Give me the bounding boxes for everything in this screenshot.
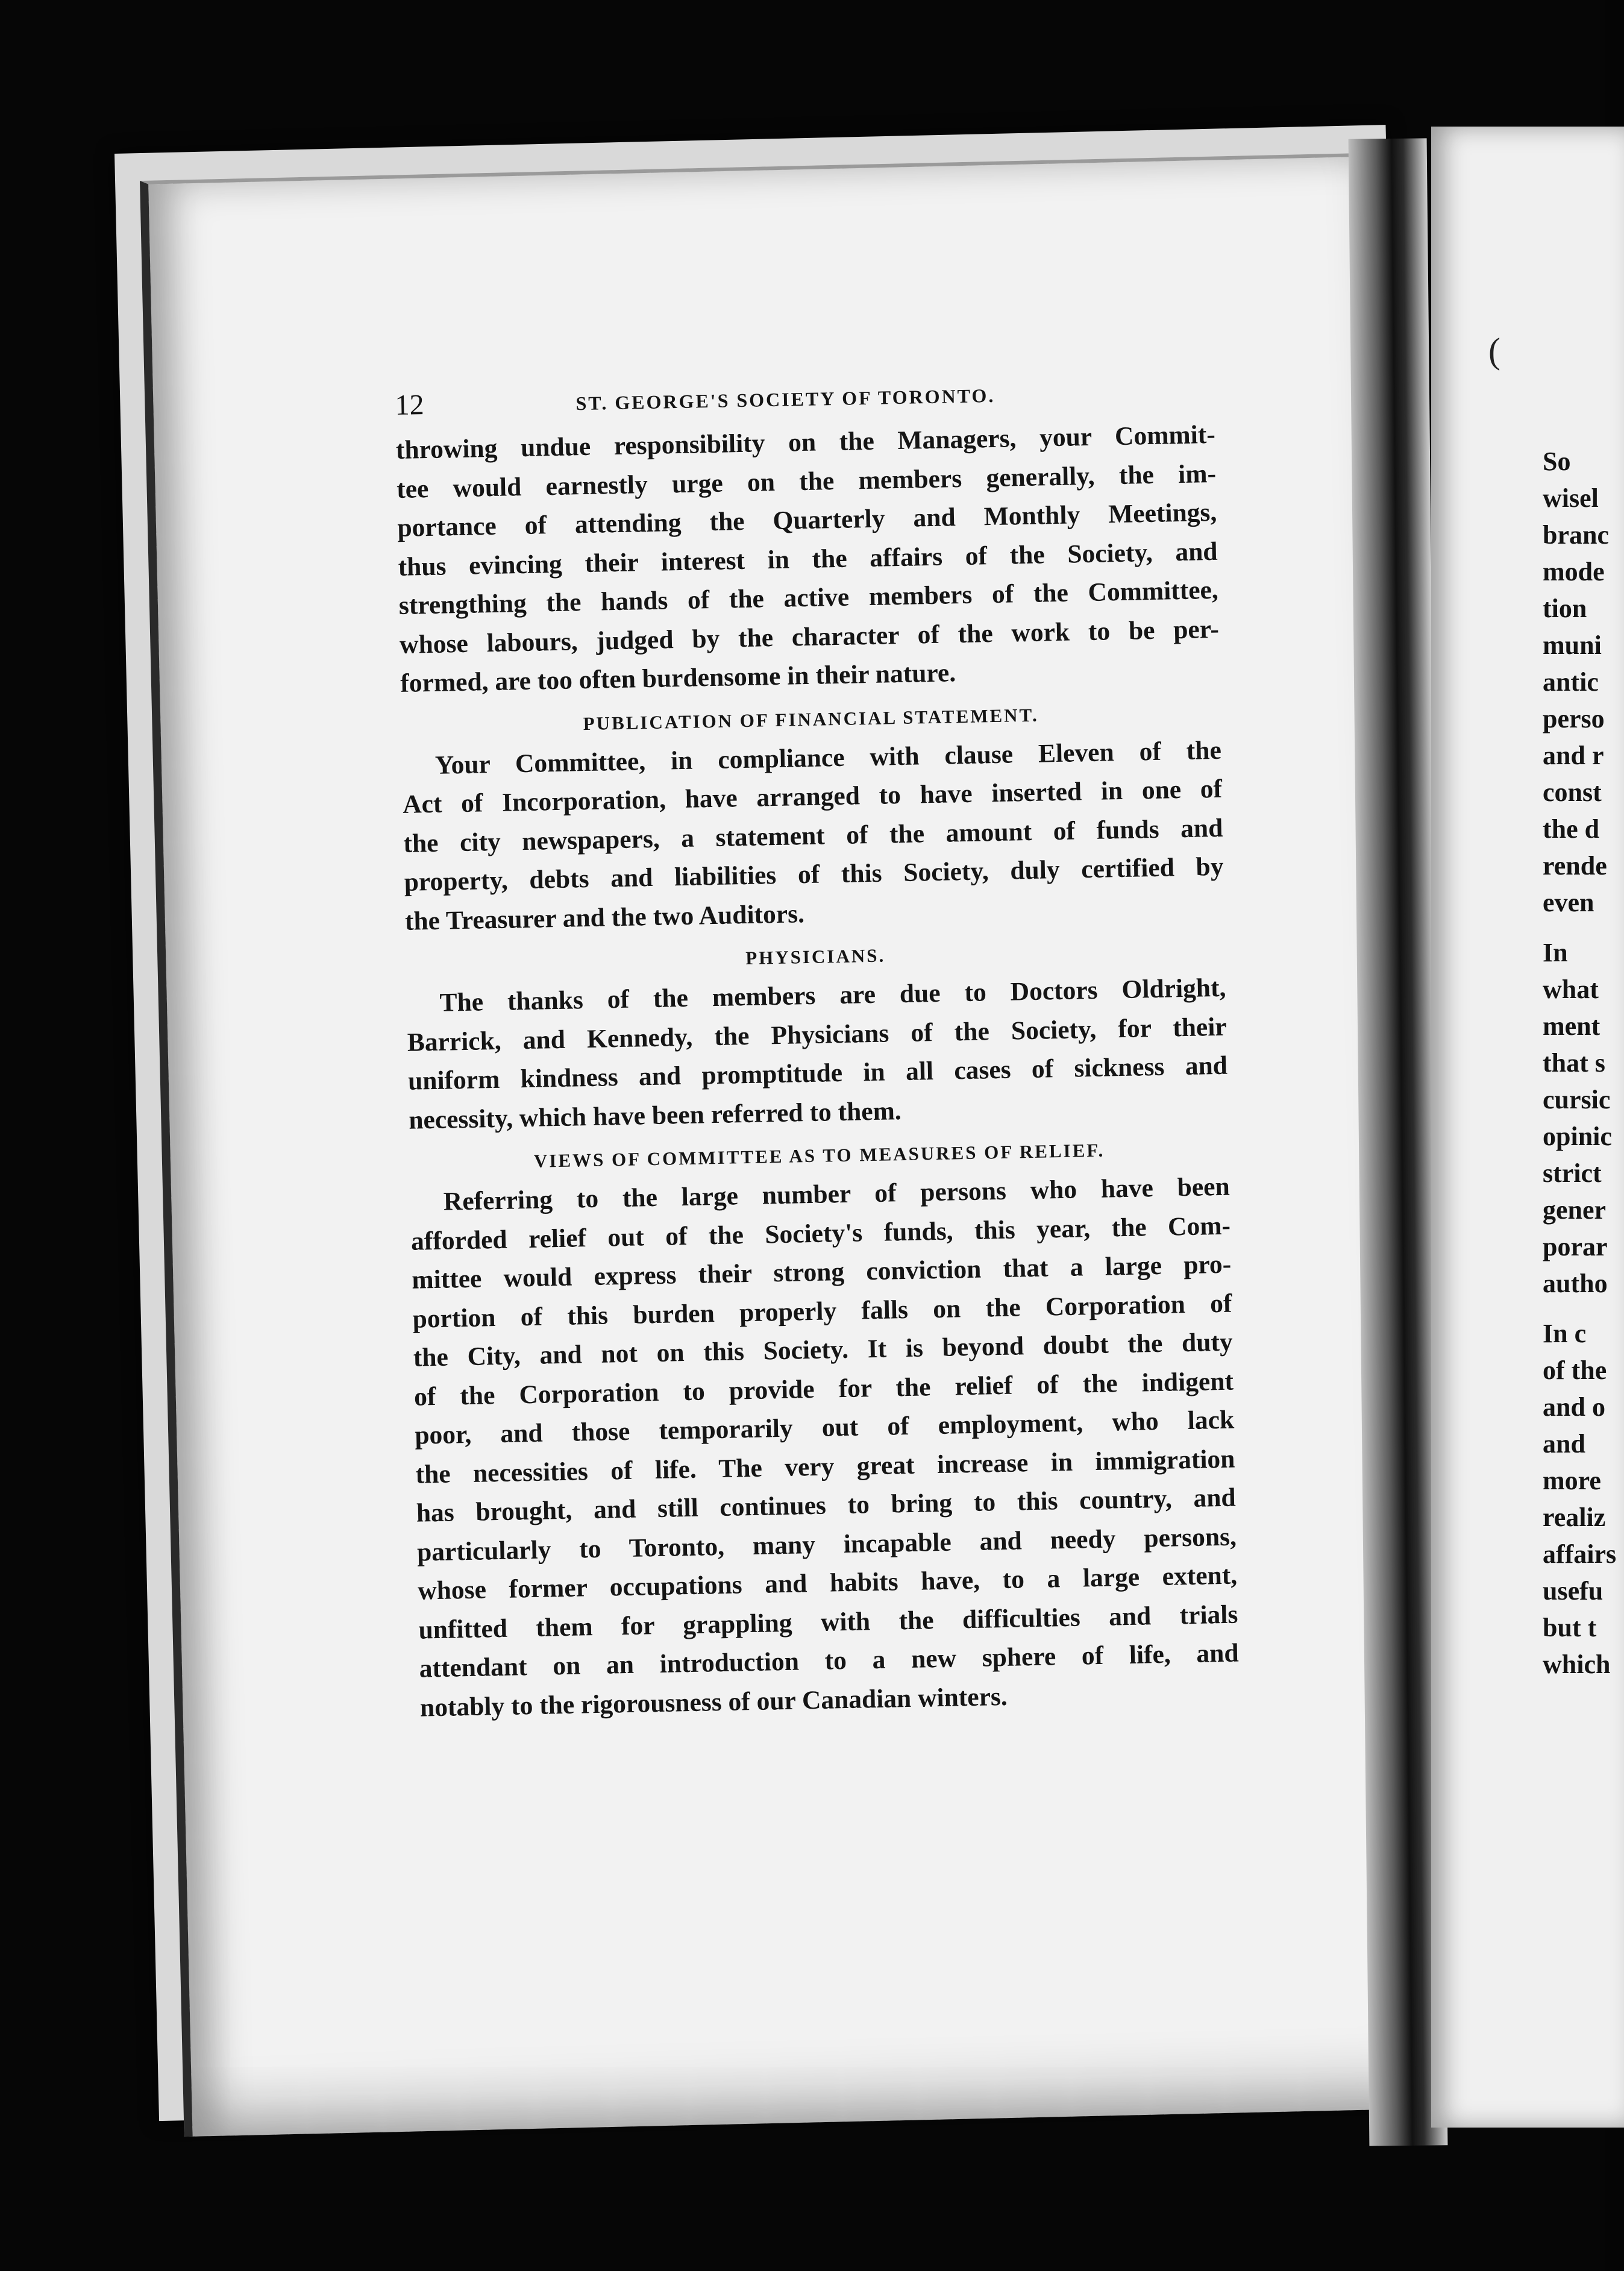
right-page-line: of the (1543, 1355, 1607, 1385)
right-page-line: strict (1543, 1158, 1602, 1188)
right-page-line (1543, 1302, 1615, 1315)
text-line: strengthing the hands of the active members of the Committee, (398, 575, 1219, 620)
right-page-line: In c (1543, 1319, 1587, 1348)
text-line: the City, and not on this Society. It is beyond doubt the duty (413, 1327, 1234, 1372)
text-line: afforded relief out of the Society's funds, this year, the Com- (410, 1211, 1231, 1256)
text-line: throwing undue responsibility on the Managers, your Commit- (395, 419, 1216, 465)
opening-paragraph (395, 415, 1220, 703)
text-line: portance of attending the Quarterly and Monthly Meetings, (397, 497, 1217, 542)
right-page-line: perso (1543, 704, 1605, 733)
text-line: The thanks of the members are due to Doctors Oldright, (439, 973, 1226, 1017)
text-line: poor, and those temporarily out of employment, who lack (414, 1405, 1235, 1450)
sections (401, 700, 1240, 1727)
text-line: necessity, which have been referred to them. (408, 1096, 902, 1135)
right-page-line: and r (1543, 741, 1604, 770)
right-page-line: and o (1543, 1392, 1605, 1422)
right-page-line: that s (1543, 1048, 1605, 1078)
right-page-line: which (1543, 1650, 1611, 1679)
right-page-line: mode (1543, 557, 1605, 586)
text-line: Act of Incorporation, have arranged to have inserted in one of (402, 774, 1223, 819)
running-title: ST. GEORGE'S SOCIETY OF TORONTO. (575, 384, 995, 415)
text-line: Referring to the large number of persons who have been (443, 1172, 1231, 1216)
right-page-line: porar (1543, 1232, 1608, 1261)
text-line: of the Corporation to provide for the relief of the indigent (413, 1366, 1234, 1412)
right-page-line: const (1543, 777, 1602, 807)
right-page-line: what (1543, 975, 1599, 1004)
right-page-line: So (1543, 447, 1571, 476)
text-line: the city newspapers, a statement of the amount of funds and (403, 813, 1223, 858)
right-page-line: muni (1543, 630, 1602, 660)
right-page-line: realiz (1543, 1503, 1606, 1532)
right-page-line: and (1543, 1429, 1585, 1459)
text-line: Your Committee, in compliance with clause Eleven of the (434, 735, 1222, 780)
right-page-line: tion (1543, 594, 1587, 623)
text-line: notably to the rigorousness of our Canadian winters. (419, 1682, 1008, 1723)
text-line: portion of this burden properly falls on the Corporation of (412, 1289, 1232, 1334)
text-line: attendant on an introduction to a new sphere of life, and (419, 1638, 1239, 1683)
right-page-line: affairs (1543, 1539, 1617, 1569)
text-line: Barrick, and Kennedy, the Physicians of the Society, for their (407, 1012, 1227, 1057)
right-page-line: gener (1543, 1195, 1607, 1225)
text-line: tee would earnestly urge on the members generally, the im- (396, 459, 1217, 504)
section-paragraph (406, 969, 1229, 1140)
text-line: uniform kindness and promptitude in all cases of sickness and (407, 1051, 1228, 1096)
right-page-line (1543, 921, 1615, 934)
right-page-line: autho (1543, 1269, 1608, 1298)
right-page-line: branc (1543, 520, 1609, 550)
text-line: particularly to Toronto, many incapable and needy persons, (416, 1522, 1237, 1567)
right-page-line: but t (1543, 1613, 1597, 1642)
section-paragraph (401, 730, 1224, 941)
right-page-line: usefu (1543, 1576, 1604, 1606)
right-page-line: wisel (1543, 483, 1599, 513)
right-page-line: ment (1543, 1011, 1600, 1041)
right-page-line: In (1543, 938, 1568, 967)
section-heading: PUBLICATION OF FINANCIAL STATEMENT. (583, 704, 1039, 734)
right-page-line: rende (1543, 851, 1607, 881)
page-number: 12 (395, 389, 425, 421)
section-heading: VIEWS OF COMMITTEE AS TO MEASURES OF RELIEF. (533, 1139, 1105, 1172)
section-heading: PHYSICIANS. (745, 944, 886, 969)
text-line: formed, are too often burdensome in their nature. (400, 658, 956, 698)
text-line: the Treasurer and the two Auditors. (404, 899, 805, 936)
text-line: mittee would express their strong conviction that a large pro- (411, 1249, 1232, 1295)
right-page-line: even (1543, 888, 1594, 917)
text-line: the necessities of life. The very great increase in immigration (415, 1444, 1235, 1489)
left-page-text (395, 373, 1240, 1727)
right-page-line: opinic (1543, 1122, 1612, 1151)
right-page-line: antic (1543, 667, 1599, 697)
text-line: whose labours, judged by the character of the work to be per- (399, 614, 1220, 659)
section-paragraph (410, 1167, 1240, 1727)
text-line: thus evincing their interest in the affairs of the Society, and (398, 536, 1218, 582)
text-line: property, debts and liabilities of this Society, duly certified by (404, 852, 1224, 897)
right-page-text (1543, 443, 1615, 1683)
right-page-line: cursic (1543, 1085, 1611, 1114)
text-line: whose former occupations and habits have, to a large extent, (417, 1560, 1238, 1606)
text-line: unfitted them for grappling with the difficulties and trials (418, 1600, 1238, 1645)
right-page-mark: ( (1488, 331, 1500, 371)
right-page-line: the d (1543, 814, 1600, 844)
text-line: has brought, and still continues to bring to this country, and (416, 1483, 1237, 1528)
right-page-line: more (1543, 1466, 1601, 1495)
